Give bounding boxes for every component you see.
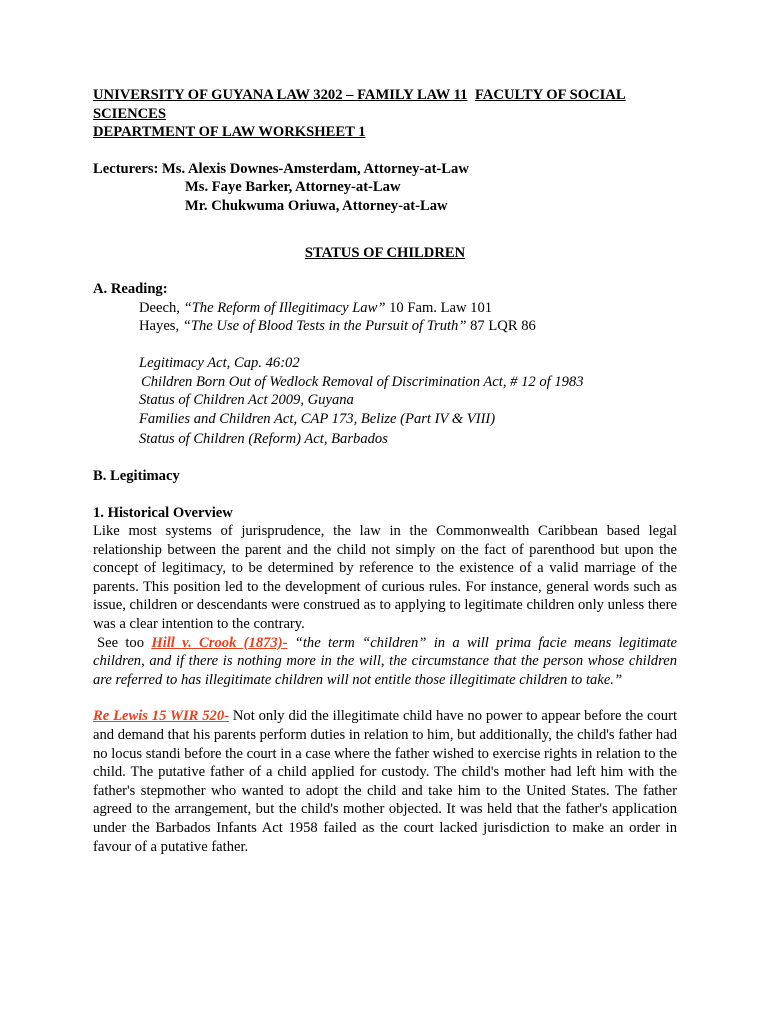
ref-title: “The Use of Blood Tests in the Pursuit of Truth” [182, 318, 467, 335]
case-link-re-lewis[interactable]: Re Lewis 15 WIR 520 [93, 708, 225, 725]
ref-author: Deech, [139, 299, 184, 316]
ref-citation: 87 LQR 86 [466, 318, 536, 335]
statute-item: Families and Children Act, CAP 173, Belize (Part IV & VIII) [139, 410, 496, 427]
lecturers-label: Lecturers: [93, 160, 159, 177]
reading-list [93, 299, 677, 336]
document-page [93, 86, 677, 856]
ref-author: Hayes, [139, 318, 183, 335]
reading-label: A. Reading: [93, 281, 168, 298]
statute-item: Status of Children Act 2009, Guyana [139, 392, 354, 409]
paragraph-historical: Like most systems of jurisprudence, the law in the Commonwealth Caribbean based legal relationship between the parent and the child not simply on the fact of parenthood but upon the concept of legitimacy, to be determined by reference to the existence of a valid marriage of the parents. This position led to the development of curious rules. For instance, general words such as issue, children or descendants were construed as to applying to legitimate children only unless there was a clear intention to the contrary. [93, 523, 677, 633]
statute-item: Status of Children (Reform) Act, Barbados [139, 431, 388, 448]
title-department: DEPARTMENT OF LAW WORKSHEET 1 [93, 124, 366, 141]
statutes-list [93, 354, 677, 449]
lecturer-name: Ms. Faye Barker, Attorney-at-Law [185, 179, 401, 196]
lecturer-name: Ms. Alexis Downes-Amsterdam, Attorney-at-Law [162, 160, 469, 177]
title-course: UNIVERSITY OF GUYANA LAW 3202 – FAMILY LAW 11 [93, 87, 468, 103]
ref-citation: 10 Fam. Law 101 [385, 299, 493, 316]
case-quote: “the term “children” in a will prima facie means legitimate children, and if there is nothing more in the will, the circumstance that the person whose children are referred to has illegitimate children will not entitle those illegitimate children to take.” [93, 634, 677, 688]
lecturer-name: Mr. Chukwuma Oriuwa, Attorney-at-Law [185, 197, 448, 214]
case-link-hill-v-crook[interactable]: Hill v. Crook (1873) [151, 634, 283, 651]
statute-item: Children Born Out of Wedlock Removal of Discrimination Act, # 12 of 1983 [141, 373, 584, 390]
document-title [93, 86, 677, 142]
title-faculty: FACULTY OF SOCIAL SCIENCES [93, 87, 626, 122]
legitimacy-label: B. Legitimacy [93, 467, 180, 484]
statute-item: Legitimacy Act, Cap. 46:02 [139, 354, 300, 371]
reading-ref [139, 317, 677, 336]
lecturers-block [93, 160, 677, 216]
ref-title: “The Reform of Illegitimacy Law” [183, 299, 386, 316]
case-dash: - [282, 634, 288, 651]
lecturer-row-1 [93, 160, 677, 179]
section-heading: STATUS OF CHILDREN [304, 244, 466, 261]
re-lewis-text: Not only did the illegitimate child have no power to appear before the court and demand that his parents perform duties in relation to him, but additionally, the child's father had no locus standi before the court in a case where the father wished to exercise rights in relation to the child. The putative father of a child applied for custody. The child's mother had left him with the father's stepmother who wanted to adopt the child and take him to the United States. The father agreed to the arrangement, but the child's mother objected. It was held that the father's application under the Barbados Infants Act 1958 failed as the court lacked jurisdiction to make an order in favour of a putative father. [93, 708, 677, 855]
subsection-heading: 1. Historical Overview [93, 504, 233, 521]
paragraph-see-too [93, 634, 677, 690]
see-too-text: See too [97, 634, 152, 651]
paragraph-re-lewis [93, 707, 677, 856]
reading-ref [139, 299, 677, 318]
case-dash: - [224, 708, 230, 725]
